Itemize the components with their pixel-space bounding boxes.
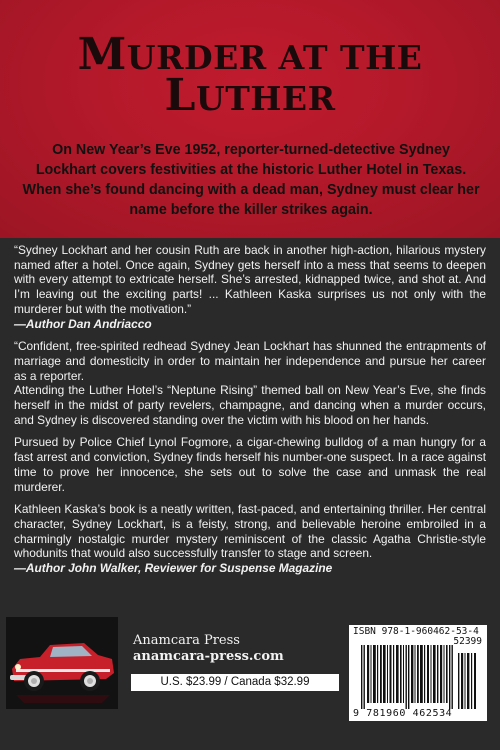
book-blurb: On New Year’s Eve 1952, reporter-turned-detective Sydney Lockhart covers festivities at the historic Luther Hotel in Texas. When she’s found dancing with a dead man, Sydney must clear her name before the killer strikes again. — [22, 142, 480, 218]
review-2-text-c: Pursued by Police Chief Lynol Fogmore, a cigar-chewing bulldog of a man hungry for a fast arrest and conviction, Sydney finds herself his number-one suspect. In a race against time to prove her innocence, she sets out to solve the case and unmask the real murderer. — [14, 435, 486, 494]
publisher-website: anamcara-press.com — [133, 649, 284, 664]
title-line-2: LUTHER — [164, 70, 336, 121]
review-2-text-b: Attending the Luther Hotel’s “Neptune Rising” themed ball on New Year’s Eve, she finds herself in the midst of party revelers, champagne, and dancing when a murder occurs, and Sydney is discovered standing over the victim with his blood on her hands. — [14, 383, 486, 427]
isbn-number: ISBN 978-1-960462-53-4 — [353, 626, 479, 637]
price-label: U.S. $23.99 / Canada $32.99 — [131, 674, 339, 691]
ean-digits: 9 781960 462534 — [353, 708, 453, 719]
barcode — [349, 625, 487, 721]
publisher-info — [133, 633, 333, 665]
title-line-1: MURDER AT THE — [77, 29, 423, 80]
reviews-section — [14, 243, 486, 584]
review-2-attribution: —Author John Walker, Reviewer for Suspense Magazine — [14, 561, 333, 576]
book-title — [0, 29, 500, 121]
review-1-attribution: —Author Dan Andriacco — [14, 316, 152, 331]
barcode-bars — [359, 639, 479, 709]
price-code: 52399 — [453, 636, 482, 647]
review-2-text: “Confident, free-spirited redhead Sydney Jean Lockhart has shunned the entrapments of marriage and domesticity in order to maintain her independence and pursue her career as a reporter. — [14, 339, 486, 383]
review-1-text: “Sydney Lockhart and her cousin Ruth are back in another high-action, hilarious mystery named after a hotel. Once again, Sydney gets herself into a mess that seems to deepen with every attempt to extricate herself. She’s arrested, kidnapped twice, and shot at. And I’m leaving out the exciting parts! ... Kathleen Kaska surprises us not only with the murderer but with the motivation.” — [14, 243, 486, 316]
red-header-panel — [0, 0, 500, 238]
red-vintage-car-icon — [6, 617, 118, 709]
publisher-name: Anamcara Press — [133, 633, 240, 648]
review-2-text-d: Kathleen Kaska’s book is a neatly written, fast-paced, and entertaining thriller. Her central character, Sydney Lockhart, is a feisty, strong, and believable heroine embroiled in a charmingly nostalgic murder mystery reminiscent of the classic Agatha Christie-style whodunits that would also successfully transfer to stage and screen. — [14, 502, 486, 561]
